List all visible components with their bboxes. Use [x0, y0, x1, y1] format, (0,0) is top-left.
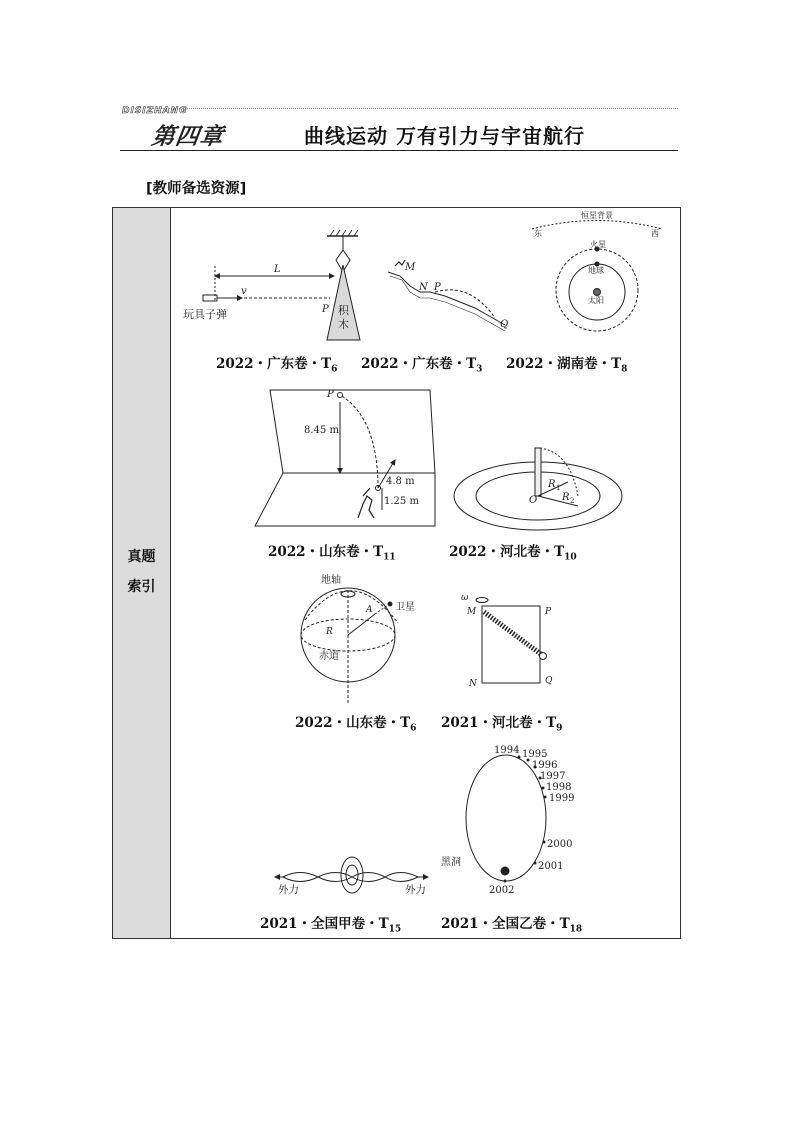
caption-2021-quanguo-jia-t15: 2021・全国甲卷・$T_{15}$ — [260, 916, 402, 935]
fig3-earth: 地球 — [588, 266, 604, 275]
fig8-year-1997: 1997 — [540, 771, 566, 782]
fig6-equator: 赤道 — [319, 651, 339, 662]
figure-rotating-pole — [454, 448, 622, 530]
caption-2022-hebei-t10: 2022・河北卷・$T_{10}$ — [449, 544, 577, 563]
fig3-west: 西 — [651, 229, 659, 238]
fig3-mars: 火星 — [590, 240, 606, 249]
caption-2022-hunan-t8: 2022・湖南卷・$T_8$ — [506, 356, 628, 375]
caption-2022-shandong-t11: 2022・山东卷・$T_{11}$ — [268, 544, 396, 563]
figure-earth-satellite — [301, 573, 415, 705]
fig6-a: A — [366, 605, 373, 615]
fig2-q: Q — [500, 319, 509, 330]
fig1-block-label-1: 积 — [338, 304, 349, 317]
fig7-p: P — [545, 607, 552, 617]
fig6-axis: 地轴 — [321, 575, 341, 586]
fig5-r1: R — [548, 479, 556, 490]
fig8-year-1996: 1996 — [532, 760, 558, 771]
fig2-m: M — [405, 262, 416, 273]
fig6-satellite: 卫星 — [395, 602, 415, 613]
fig8-year-1994: 1994 — [494, 745, 520, 756]
fig5-r2-sub: 2 — [570, 497, 575, 505]
caption-2022-shandong-t6: 2022・山东卷・$T_6$ — [295, 715, 417, 734]
fig5-o: O — [529, 495, 538, 506]
fig8-year-2002: 2002 — [489, 885, 515, 896]
fig4-h2: 4.8 m — [386, 476, 415, 487]
fig8-black-hole: 黑洞 — [441, 857, 461, 868]
fig1-length: L — [274, 264, 281, 275]
fig4-p: P — [327, 389, 334, 400]
fig4-h3: 1.25 m — [384, 496, 419, 507]
fig1-velocity: v — [241, 286, 247, 297]
figure-tennis — [255, 389, 435, 526]
fig7-m: M — [467, 607, 477, 617]
figure-twisted-rope — [275, 857, 428, 896]
fig9-force-left: 外力 — [278, 884, 299, 896]
figure-ski-slope — [388, 260, 508, 331]
fig7-omega: ω — [461, 593, 469, 603]
fig9-force-right: 外力 — [405, 884, 426, 896]
caption-2021-quanguo-yi-t18: 2021・全国乙卷・$T_{18}$ — [441, 916, 583, 935]
fig1-point: P — [322, 304, 329, 315]
fig5-r2: R — [562, 492, 570, 503]
figure-mars-orbit — [532, 210, 662, 331]
fig8-year-1998: 1998 — [546, 782, 572, 793]
figure-black-hole-orbit — [441, 745, 574, 896]
section-label: [教师备选资源] — [146, 181, 247, 197]
fig3-sun: 太阳 — [588, 296, 604, 305]
side-label-line2: 索引 — [127, 579, 156, 595]
fig5-r1-sub: 1 — [556, 484, 561, 492]
caption-2021-hebei-t9: 2021・河北卷・$T_9$ — [441, 715, 563, 734]
fig8-year-2001: 2001 — [538, 861, 564, 872]
fig3-stars: 恒星背景 — [581, 211, 613, 220]
fig3-east: 东 — [534, 229, 542, 238]
fig4-h1: 8.45 m — [304, 425, 339, 436]
fig7-q: Q — [545, 676, 553, 686]
fig8-year-1999: 1999 — [549, 793, 575, 804]
fig7-n: N — [469, 679, 477, 689]
fig6-r: R — [326, 627, 333, 637]
chapter-pinyin: DISIZHANG — [122, 106, 188, 116]
figure-spring-frame — [461, 593, 553, 689]
chapter-title: 曲线运动 万有引力与宇宙航行 — [304, 124, 585, 148]
caption-2022-guangdong-t3: 2022・广东卷・$T_3$ — [361, 356, 483, 375]
fig2-n: N — [419, 282, 428, 293]
fig1-block-label-2: 木 — [338, 318, 349, 331]
figure-bullet-block — [183, 230, 360, 340]
caption-2022-guangdong-t6: 2022・广东卷・$T_6$ — [216, 356, 338, 375]
fig1-bullet-label: 玩具子弹 — [183, 308, 227, 321]
side-label-line1: 真题 — [127, 549, 156, 565]
fig8-year-2000: 2000 — [547, 839, 573, 850]
fig8-year-1995: 1995 — [522, 749, 548, 760]
chapter-number: 第四章 — [149, 124, 226, 150]
fig2-p: P — [434, 282, 441, 293]
